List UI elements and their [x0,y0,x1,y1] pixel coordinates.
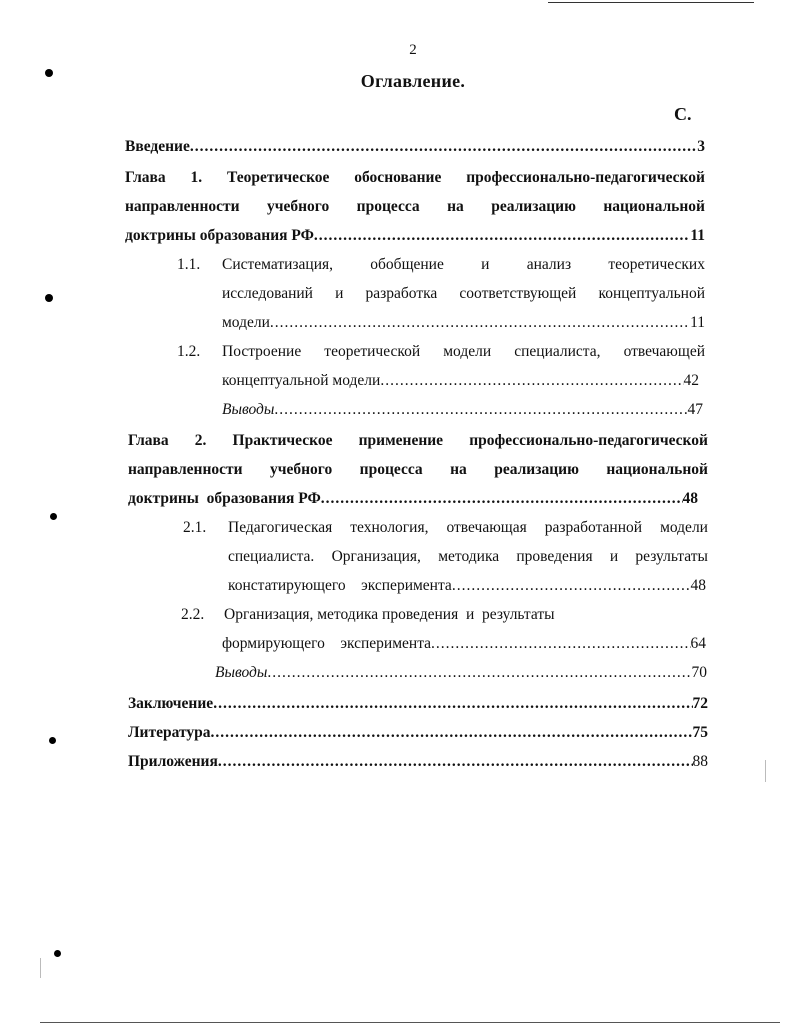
word: модели [443,343,492,360]
entry-title: Введение [125,138,190,155]
word: Организация, [331,548,421,565]
word: Построение [222,343,302,360]
word: методика [438,548,500,565]
toc-entry-chapter-1-line-1[interactable] [125,166,705,190]
page-number: 2 [409,42,417,58]
bottom-edge-rule [40,1022,780,1023]
toc-entry-appendices[interactable] [128,750,708,774]
section-number: 2.1. [183,519,207,536]
word: на [450,461,467,478]
word: профессионально-педагогической [469,432,708,449]
binding-hole-3 [50,513,57,520]
entry-title: Выводы [215,664,268,681]
word: Практическое [232,432,333,449]
word: Глава [128,432,169,449]
binding-hole-4 [49,737,56,744]
entry-page: 88 [692,753,708,770]
leader-dots [267,661,691,685]
word: учебного [267,198,330,215]
toc-entry-chapter-1-line-3 [125,224,705,248]
leader-dots [314,224,690,248]
entry-page: 11 [690,227,705,244]
word: отвечающая [446,519,527,536]
word: на [447,198,464,215]
word: анализ [526,256,572,273]
entry-title: Выводы [222,401,275,418]
word: специалиста. [228,548,315,565]
leader-dots [321,487,683,511]
leader-dots [270,311,690,335]
entry-page: 70 [691,664,707,681]
word: концептуальной [598,285,705,302]
entry-page: 3 [697,138,705,155]
toc-title: Оглавление. [360,71,466,91]
toc-entry-2-2-line-2 [222,632,706,656]
toc-entry-conclusion[interactable] [128,692,708,716]
word: модели [660,519,708,536]
word: учебного [270,461,333,478]
entry-title: Заключение [128,695,214,712]
entry-page: 72 [692,695,708,712]
word: направленности [125,198,240,215]
binding-hole-2 [45,294,53,302]
word: Педагогическая [228,519,333,536]
word: Глава [125,169,166,186]
word: и [609,548,619,565]
word: Систематизация, [222,256,334,273]
entry-page: 48 [690,577,706,594]
toc-entry-1-1-line-3 [222,311,705,335]
leader-dots [380,369,683,393]
toc-entry-chapter-1-line-2 [125,195,705,219]
entry-page: 48 [682,490,698,507]
entry-page: 64 [690,635,706,652]
entry-title: концептуальной модели [222,372,381,389]
top-edge-rule [548,2,754,3]
toc-entry-1-1-line-1[interactable] [222,253,705,277]
toc-entry-1-1-line-2 [222,282,705,306]
word: Теоретическое [226,169,330,186]
word: отвечающей [623,343,705,360]
toc-entry-literature[interactable] [128,721,708,745]
word: соответствующей [459,285,577,302]
left-edge-mark [40,958,41,978]
word: национальной [603,198,705,215]
word: обоснование [354,169,442,186]
leader-dots [218,750,693,774]
word: применение [358,432,444,449]
toc-entry-2-1-line-3 [228,574,706,598]
word: и [335,285,344,302]
section-number: 1.1. [177,256,201,273]
word: проведения [516,548,593,565]
word: теоретической [324,343,421,360]
toc-entry-chapter-2-line-2 [128,458,708,482]
word: и [481,256,490,273]
word: реализацию [491,198,576,215]
toc-entry-chapter-2-line-1[interactable] [128,429,708,453]
right-edge-mark [765,760,766,782]
word: разработка [365,285,438,302]
toc-entry-conclusions-1[interactable] [222,398,703,422]
toc-entry-2-1-line-2 [228,545,708,569]
word: процесса [356,198,420,215]
entry-title: Литература [128,724,211,741]
entry-title: формирующего эксперимента [222,635,432,652]
entry-page: 75 [692,724,708,741]
word: профессионально-педагогической [466,169,705,186]
word: обобщение [370,256,444,273]
toc-entry-1-2-line-1[interactable] [222,340,705,364]
word: направленности [128,461,243,478]
section-number: 2.2. [181,606,205,623]
leader-dots [274,398,687,422]
word: теоретических [608,256,705,273]
word: процесса [359,461,423,478]
section-number: 1.2. [177,343,201,360]
leader-dots [213,692,692,716]
word: национальной [606,461,708,478]
word: технология, [350,519,429,536]
entry-title: констатирующего эксперимента [228,577,452,594]
word: результаты [635,548,708,565]
toc-entry-conclusions-2[interactable] [215,661,707,685]
word: разработанной [544,519,643,536]
toc-entry-intro[interactable] [125,135,705,159]
entry-title: Приложения [128,753,218,770]
entry-title: модели [222,314,270,331]
page-column-label: С. [674,104,692,124]
entry-page: 47 [687,401,703,418]
leader-dots [190,135,697,159]
toc-entry-chapter-2-line-3 [128,487,698,511]
entry-page: 11 [690,314,705,331]
word: 2. [194,432,207,449]
leader-dots [452,574,691,598]
entry-title: доктрины образования РФ [125,227,314,244]
word: исследований [222,285,313,302]
toc-entry-2-2-line-1[interactable] [224,603,694,627]
entry-page: 42 [683,372,699,389]
leader-dots [210,721,692,745]
toc-entry-2-1-line-1[interactable] [228,516,708,540]
toc-entry-1-2-line-2 [222,369,699,393]
word: 1. [190,169,203,186]
entry-title-line: Организация, методика проведения и результаты [224,606,555,623]
word: специалиста, [514,343,601,360]
word: реализацию [494,461,579,478]
entry-title: доктрины образования РФ [128,490,321,507]
binding-hole-5 [54,950,61,957]
leader-dots [431,632,690,656]
